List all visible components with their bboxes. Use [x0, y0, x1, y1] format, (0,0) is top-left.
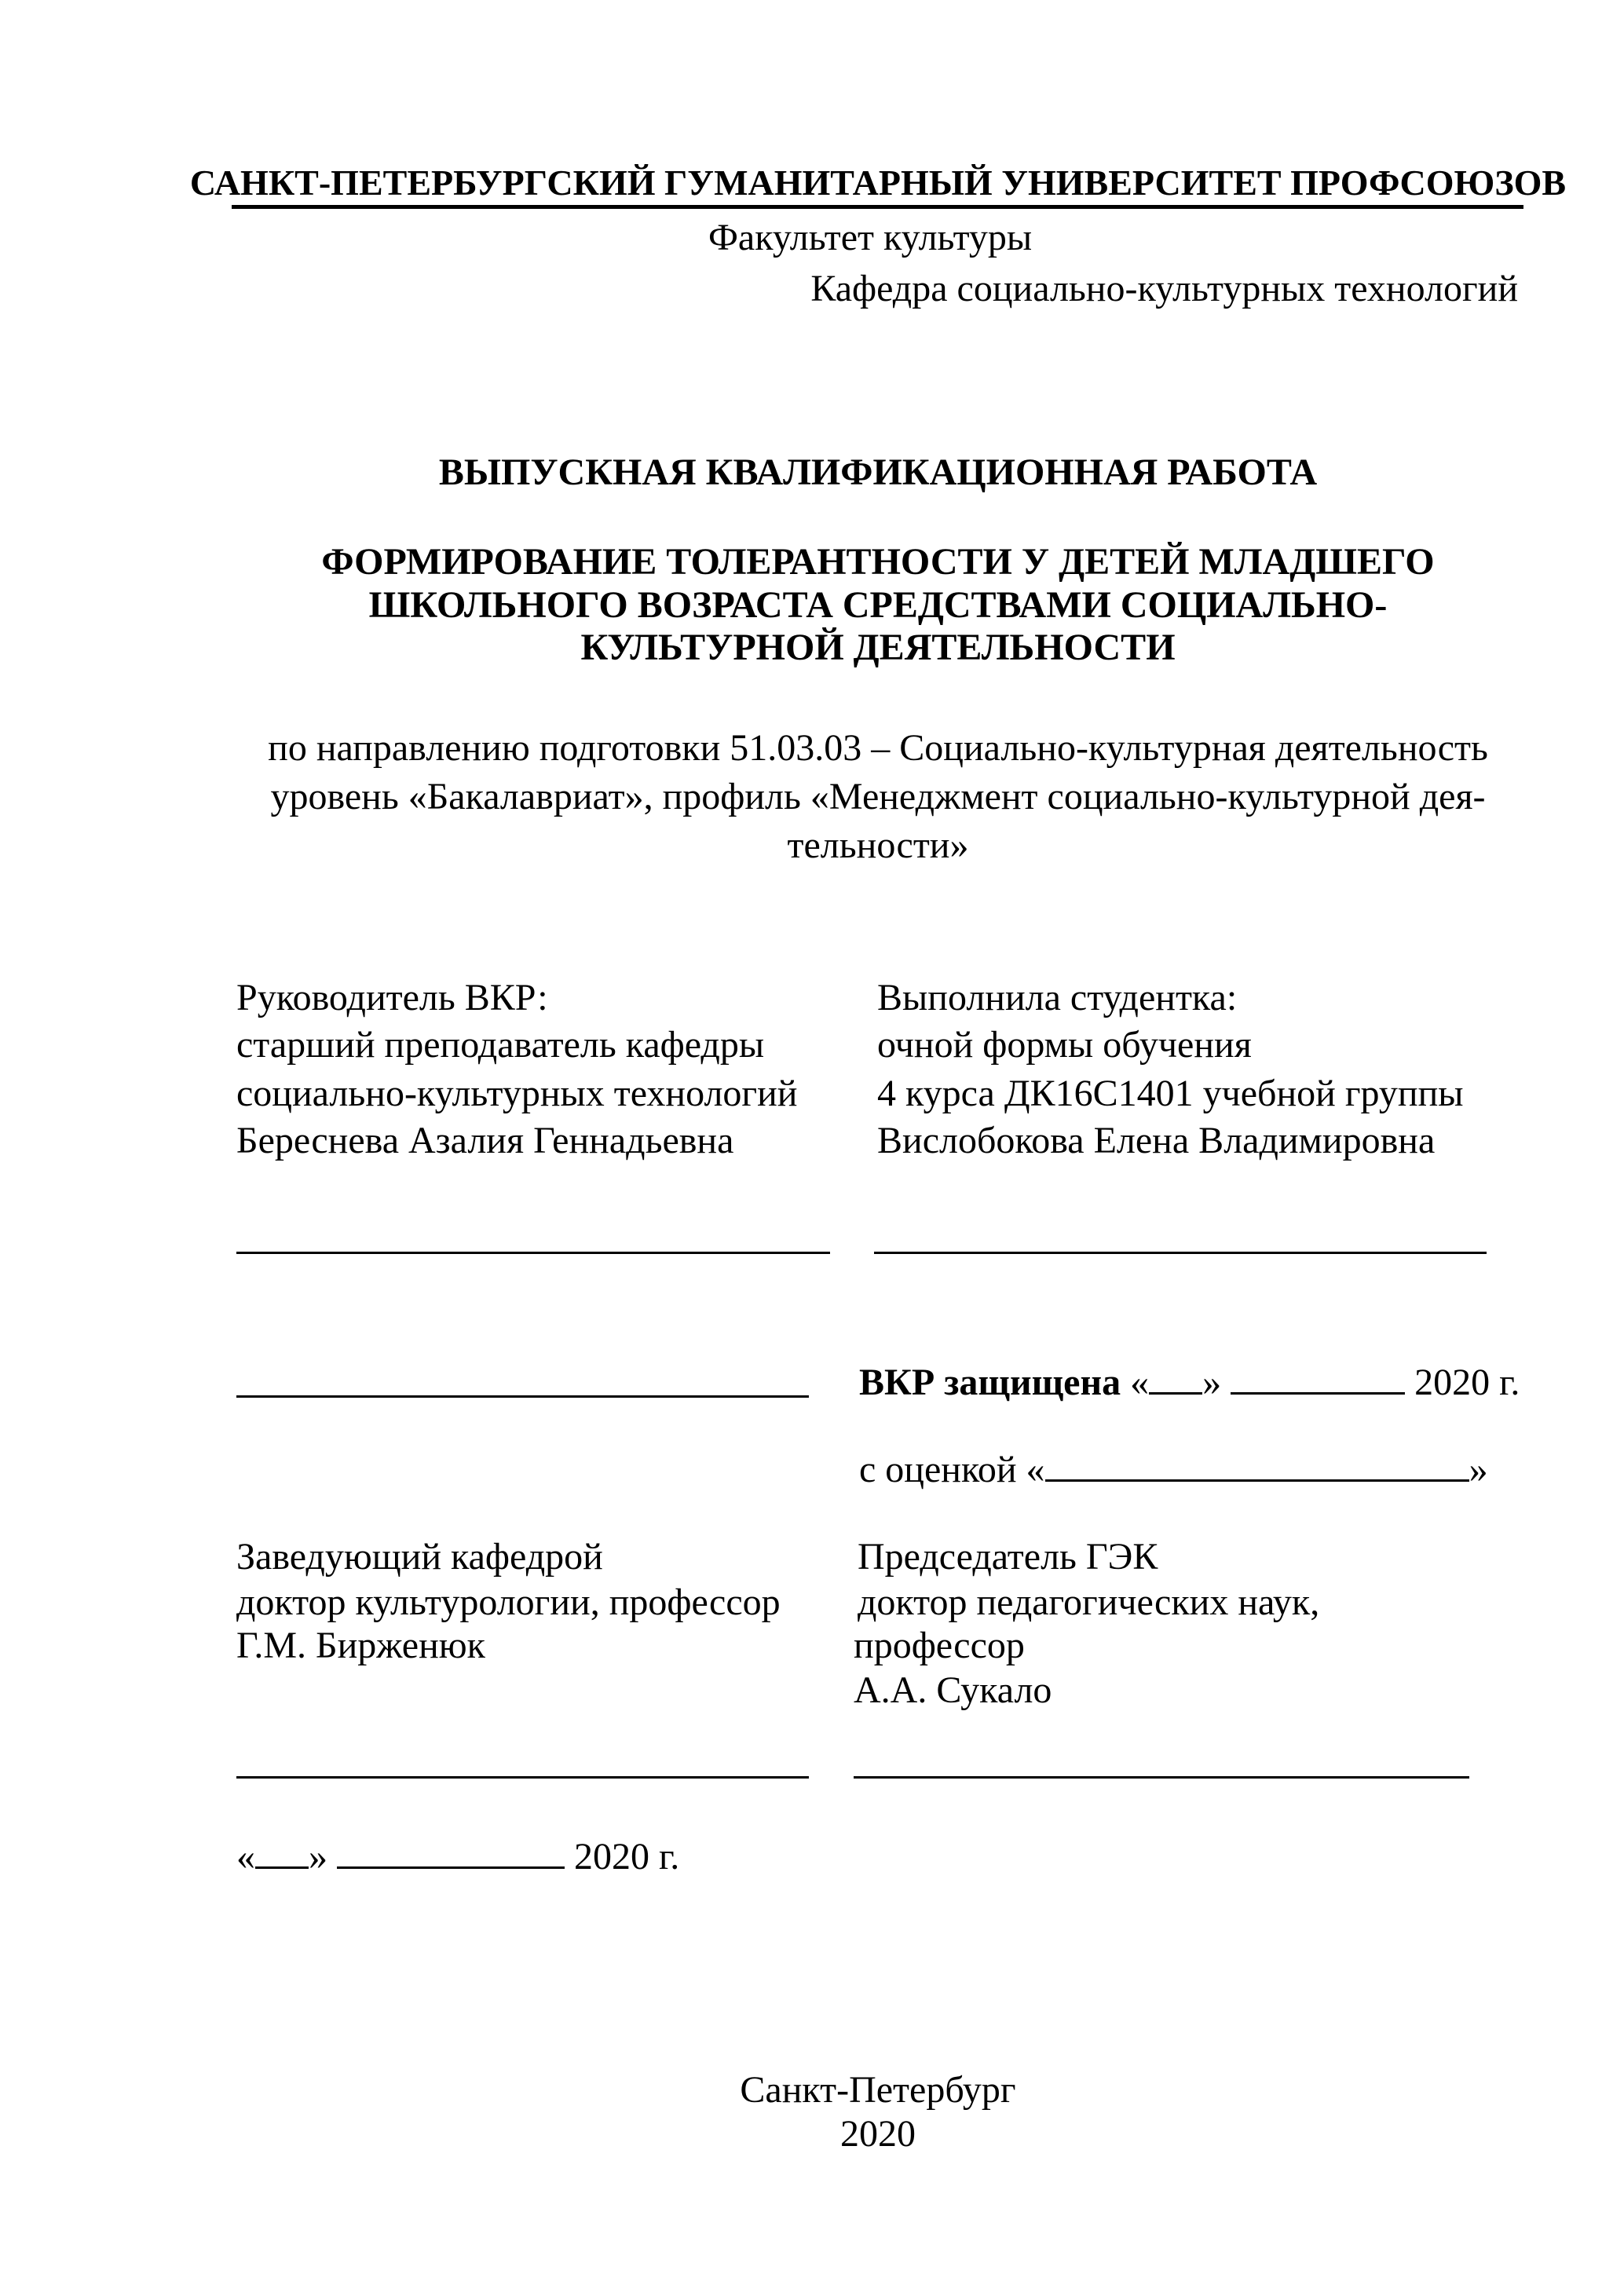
chairman-line: А.А. Сукало — [854, 1669, 1052, 1711]
chairman-line: доктор педагогических наук, — [858, 1581, 1320, 1623]
student-line: 4 курса ДК16С1401 учебной группы — [877, 1073, 1464, 1114]
chairman-line: Председатель ГЭК — [858, 1536, 1158, 1578]
student-line: Выполнила студентка: — [877, 977, 1238, 1018]
title-line: ШКОЛЬНОГО ВОЗРАСТА СРЕДСТВАМИ СОЦИАЛЬНО- — [368, 584, 1388, 626]
student-line: Вислобокова Елена Владимировна — [877, 1120, 1436, 1161]
faculty: Факультет культуры — [708, 217, 1033, 258]
work-type: ВЫПУСКНАЯ КВАЛИФИКАЦИОННАЯ РАБОТА — [438, 452, 1318, 493]
title-line: ФОРМИРОВАНИЕ ТОЛЕРАНТНОСТИ У ДЕТЕЙ МЛАДШЕГО — [321, 541, 1435, 583]
head-line: доктор культурологии, профессор — [236, 1581, 781, 1623]
day-blank — [255, 1835, 309, 1869]
direction-line: уровень «Бакалавриат», профиль «Менеджмент социально-культурной дея- — [270, 776, 1486, 817]
supervisor-signature-line — [236, 1252, 830, 1254]
department: Кафедра социально-культурных технологий — [810, 268, 1518, 309]
defense-label: ВКР защищена — [859, 1362, 1121, 1403]
chairman-signature-line — [854, 1776, 1469, 1779]
approval-date: « » 2020 г. — [236, 1836, 680, 1877]
head-line: Г.М. Бирженюк — [236, 1625, 485, 1666]
direction-line: по направлению подготовки 51.03.03 – Социально-культурная деятельность — [268, 727, 1488, 769]
direction-line: тельности» — [787, 824, 969, 866]
head-line: Заведующий кафедрой — [236, 1536, 603, 1578]
supervisor-line: социально-культурных технологий — [236, 1073, 798, 1114]
month-blank — [337, 1835, 565, 1869]
university-name: САНКТ-ПЕТЕРБУРГСКИЙ ГУМАНИТАРНЫЙ УНИВЕРСИТЕТ ПРОФСОЮЗОВ — [189, 163, 1567, 203]
head-signature-line — [236, 1776, 809, 1779]
year: 2020 — [840, 2113, 916, 2155]
supervisor-line: старший преподаватель кафедры — [236, 1024, 765, 1066]
student-line: очной формы обучения — [877, 1024, 1252, 1066]
grade-blank — [1045, 1448, 1469, 1482]
grade: с оценкой « » — [859, 1449, 1488, 1490]
defense-signature-line — [236, 1395, 809, 1398]
chairman-line: профессор — [854, 1625, 1025, 1666]
supervisor-line: Руководитель ВКР: — [236, 977, 548, 1018]
defense-date: ВКР защищена « » 2020 г. — [859, 1362, 1520, 1403]
day-blank — [1149, 1361, 1202, 1395]
title-line: КУЛЬТУРНОЙ ДЕЯТЕЛЬНОСТИ — [580, 627, 1176, 668]
city: Санкт-Петербург — [740, 2069, 1016, 2111]
supervisor-line: Береснева Азалия Геннадьевна — [236, 1120, 734, 1161]
header-rule — [232, 205, 1523, 209]
student-signature-line — [874, 1252, 1487, 1254]
month-blank — [1231, 1361, 1405, 1395]
